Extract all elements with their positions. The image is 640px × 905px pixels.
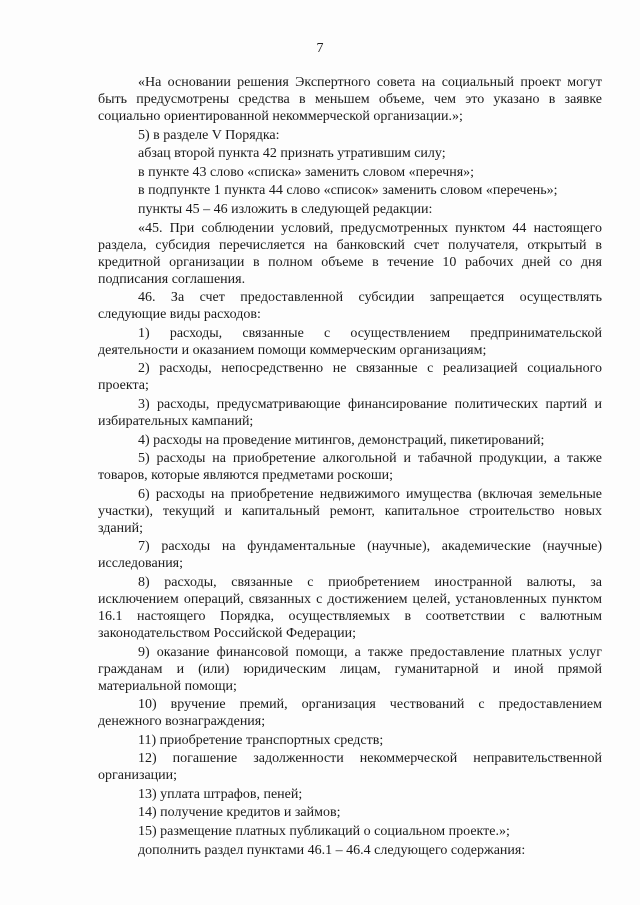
list-item: 11) приобретение транспортных средств; xyxy=(138,732,384,748)
list-item: 9) оказание финансовой помощи, а также предоставление платных услуг гражданам и (или) юридическим лицам, гуманитарной и иной прямой материальной помощи; xyxy=(98,644,602,694)
paragraph: в пункте 43 слово «списка» заменить словом «перечня»; xyxy=(138,164,475,180)
list-item: 4) расходы на проведение митингов, демонстраций, пикетирований; xyxy=(138,432,545,448)
list-item: 8) расходы, связанные с приобретением иностранной валюты, за исключением операций, связанных с достижением целей, установленных пунктом 16.1 настоящего Порядка, осуществляемых в соответствии с валютным законодательством Российской Федерации; xyxy=(98,574,602,641)
document-body xyxy=(98,74,602,860)
paragraph: пункты 45 – 46 изложить в следующей редакции: xyxy=(138,201,433,217)
page-number: 7 xyxy=(316,41,324,56)
list-item: 15) размещение платных публикаций о социальном проекте.»; xyxy=(138,824,510,840)
paragraph: «На основании решения Экспертного совета на социальный проект могут быть предусмотрены средства в меньшем объеме, чем это указано в заявке социально ориентированной некоммерческой организации.»; xyxy=(98,75,602,124)
list-item: 10) вручение премий, организация чествований с предоставлением денежного вознаграждения; xyxy=(98,697,602,730)
list-item: 3) расходы, предусматривающие финансирование политических партий и избирательных кампаний; xyxy=(98,396,602,429)
list-item: 7) расходы на фундаментальные (научные), академические (научные) исследования; xyxy=(98,539,602,572)
list-item: 5) расходы на приобретение алкогольной и табачной продукции, а также товаров, которые являются предметами роскоши; xyxy=(98,451,602,484)
paragraph: «45. При соблюдении условий, предусмотренных пунктом 44 настоящего раздела, субсидия перечисляется на банковский счет получателя, открытый в кредитной организации в полном объеме в течение 10 рабочих дней со дня подписания соглашения. xyxy=(98,220,602,287)
list-item: 6) расходы на приобретение недвижимого имущества (включая земельные участки), текущий и капитальный ремонт, капитальное строительство новых зданий; xyxy=(98,486,602,536)
paragraph: дополнить раздел пунктами 46.1 – 46.4 следующего содержания: xyxy=(138,842,526,858)
paragraph: 46. За счет предоставленной субсидии запрещается осуществлять следующие виды расходов: xyxy=(98,290,602,323)
list-item: 14) получение кредитов и займов; xyxy=(138,805,341,821)
list-item: 2) расходы, непосредственно не связанные с реализацией социального проекта; xyxy=(98,361,602,394)
paragraph: 5) в разделе V Порядка: xyxy=(138,127,280,143)
list-item: 12) погашение задолженности некоммерческой неправительственной организации; xyxy=(98,751,602,784)
list-item: 13) уплата штрафов, пеней; xyxy=(138,786,303,802)
paragraph: абзац второй пункта 42 признать утратившим силу; xyxy=(138,146,446,162)
list-item: 1) расходы, связанные с осуществлением предпринимательской деятельности и оказанием помощи коммерческим организациям; xyxy=(98,325,602,358)
paragraph: в подпункте 1 пункта 44 слово «список» заменить словом «перечень»; xyxy=(138,183,558,199)
